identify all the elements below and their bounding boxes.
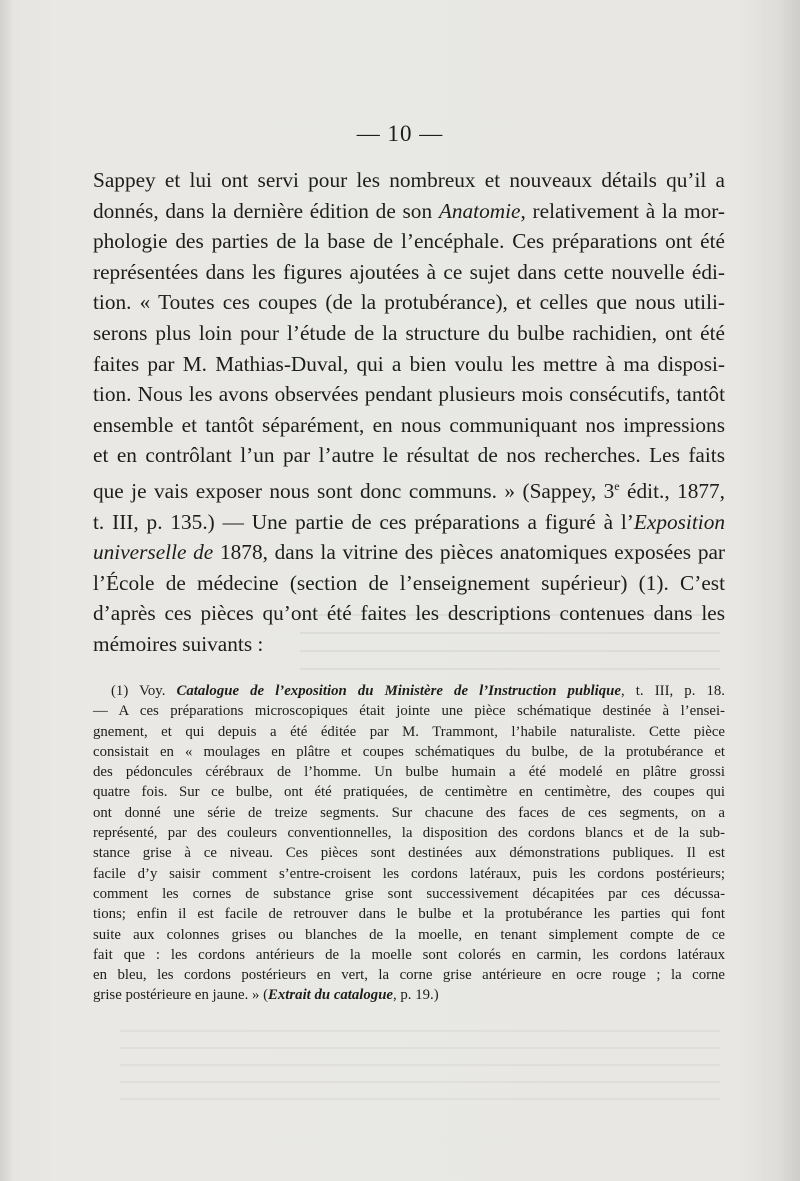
text-line: faites par M. Mathias-Duval, qui a bien voulu les mettre à ma disposi- xyxy=(93,351,725,376)
text-line: ensemble et tantôt séparément, en nous communiquant nos impressions xyxy=(93,412,725,437)
text-line: phologie des parties de la base de l’encéphale. Ces préparations ont été xyxy=(93,229,725,254)
footnote-line: facile d’y saisir comment s’entre-croisent les cordons latéraux, puis les cordons postérieurs; xyxy=(93,865,725,882)
text-span: (1) Voy. xyxy=(111,683,177,699)
text-line: mémoires suivants : xyxy=(93,632,264,656)
page-number: — 10 — xyxy=(356,121,444,146)
footnote-line: suite aux colonnes grises ou blanches de la moelle, en tenant simplement compte de ce xyxy=(93,926,725,943)
text-span: , relativement à la mor- xyxy=(520,198,725,223)
text-line: serons plus loin pour l’étude de la structure du bulbe rachidien, ont été xyxy=(93,320,725,345)
italic-title: Anatomie xyxy=(438,198,521,223)
footnote-line xyxy=(93,681,725,701)
footnote-line: en bleu, les cordons postérieurs en vert, la corne grise antérieure en ocre rouge ; la corne xyxy=(93,967,725,984)
italic-title: universelle de xyxy=(93,540,214,565)
footnote xyxy=(93,681,725,1006)
italic-title: Catalogue de l’exposition du Ministère de l’Instruction publique xyxy=(176,683,621,699)
superscript: e xyxy=(614,478,620,493)
text-span: grise postérieure en jaune. » ( xyxy=(93,987,269,1004)
footnote-line: ont donné une série de treize segments. Sur chacune des faces de ces segments, on a xyxy=(93,804,725,821)
footnote-line: comment les cornes de substance grise sont successivement décapitées par ces décussa- xyxy=(93,885,725,902)
main-paragraph xyxy=(93,165,725,660)
italic-title: Exposition xyxy=(633,509,725,534)
text-span: , t. III, p. 18. xyxy=(620,683,726,699)
text-span: édit., 1877, xyxy=(619,479,725,504)
text-line: et en contrôlant l’un par l’autre le résultat de nos recherches. Les faits xyxy=(93,443,725,468)
footnote-line: stance grise à ce niveau. Ces pièces sont destinées aux démonstrations publiques. Il est xyxy=(93,845,725,862)
text-line xyxy=(93,471,725,507)
footnote-line: quatre fois. Sur ce bulbe, ont été pratiquées, de centimètre en centimètre, des coupes qui xyxy=(93,784,725,801)
text-line: l’École de médecine (section de l’enseignement supérieur) (1). C’est xyxy=(93,570,725,595)
text-line: d’après ces pièces qu’ont été faites les descriptions contenues dans les xyxy=(93,601,725,626)
footnote-line: gnement, et qui depuis a été éditée par M. Trammont, l’habile naturaliste. Cette pièce xyxy=(93,723,725,740)
text-line xyxy=(93,537,725,568)
text-line: Sappey et lui ont servi pour les nombreux et nouveaux détails qu’il a xyxy=(93,168,725,192)
text-line xyxy=(93,507,725,538)
text-span: 1878, dans la vitrine des pièces anatomiques exposées par xyxy=(220,540,726,565)
text-span: donnés, dans la dernière édition de son xyxy=(93,198,439,223)
text-span: t. III, p. 135.) — Une partie de ces préparations a figuré à l’ xyxy=(93,509,634,534)
footnote-line: — A ces préparations microscopiques était jointe une pièce schématique destinée à l’ensei- xyxy=(93,703,725,720)
text-line: tion. Nous les avons observées pendant plusieurs mois consécutifs, tantôt xyxy=(93,382,725,407)
footnote-line: fait que : les cordons antérieurs de la moelle sont colorés en carmin, les cordons latéraux xyxy=(93,946,725,963)
text-line: représentées dans les figures ajoutées à ce sujet dans cette nouvelle édi- xyxy=(93,259,725,284)
text-line xyxy=(93,196,725,227)
footnote-line: consistait en « moulages en plâtre et coupes schématiques du bulbe, de la protubérance et xyxy=(93,743,725,760)
bleed-through-texture xyxy=(120,1020,720,1100)
footnote-line: tions; enfin il est facile de retrouver dans le bulbe et la protubérance les parties qui font xyxy=(93,906,725,923)
text-span: , p. 19.) xyxy=(393,987,439,1004)
italic-title: Extrait du catalogue xyxy=(268,987,393,1004)
text-span: que je vais exposer nous sont donc communs. » (Sappey, 3 xyxy=(93,479,615,504)
text-line: tion. « Toutes ces coupes (de la protubérance), et celles que nous utili- xyxy=(93,290,725,315)
footnote-line: des pédoncules cérébraux de l’homme. Un bulbe humain a été modelé en plâtre grossi xyxy=(93,764,725,781)
footnote-line xyxy=(93,985,725,1005)
footnote-line: représenté, par des couleurs conventionnelles, la disposition des cordons blancs et de la sub- xyxy=(93,825,725,842)
